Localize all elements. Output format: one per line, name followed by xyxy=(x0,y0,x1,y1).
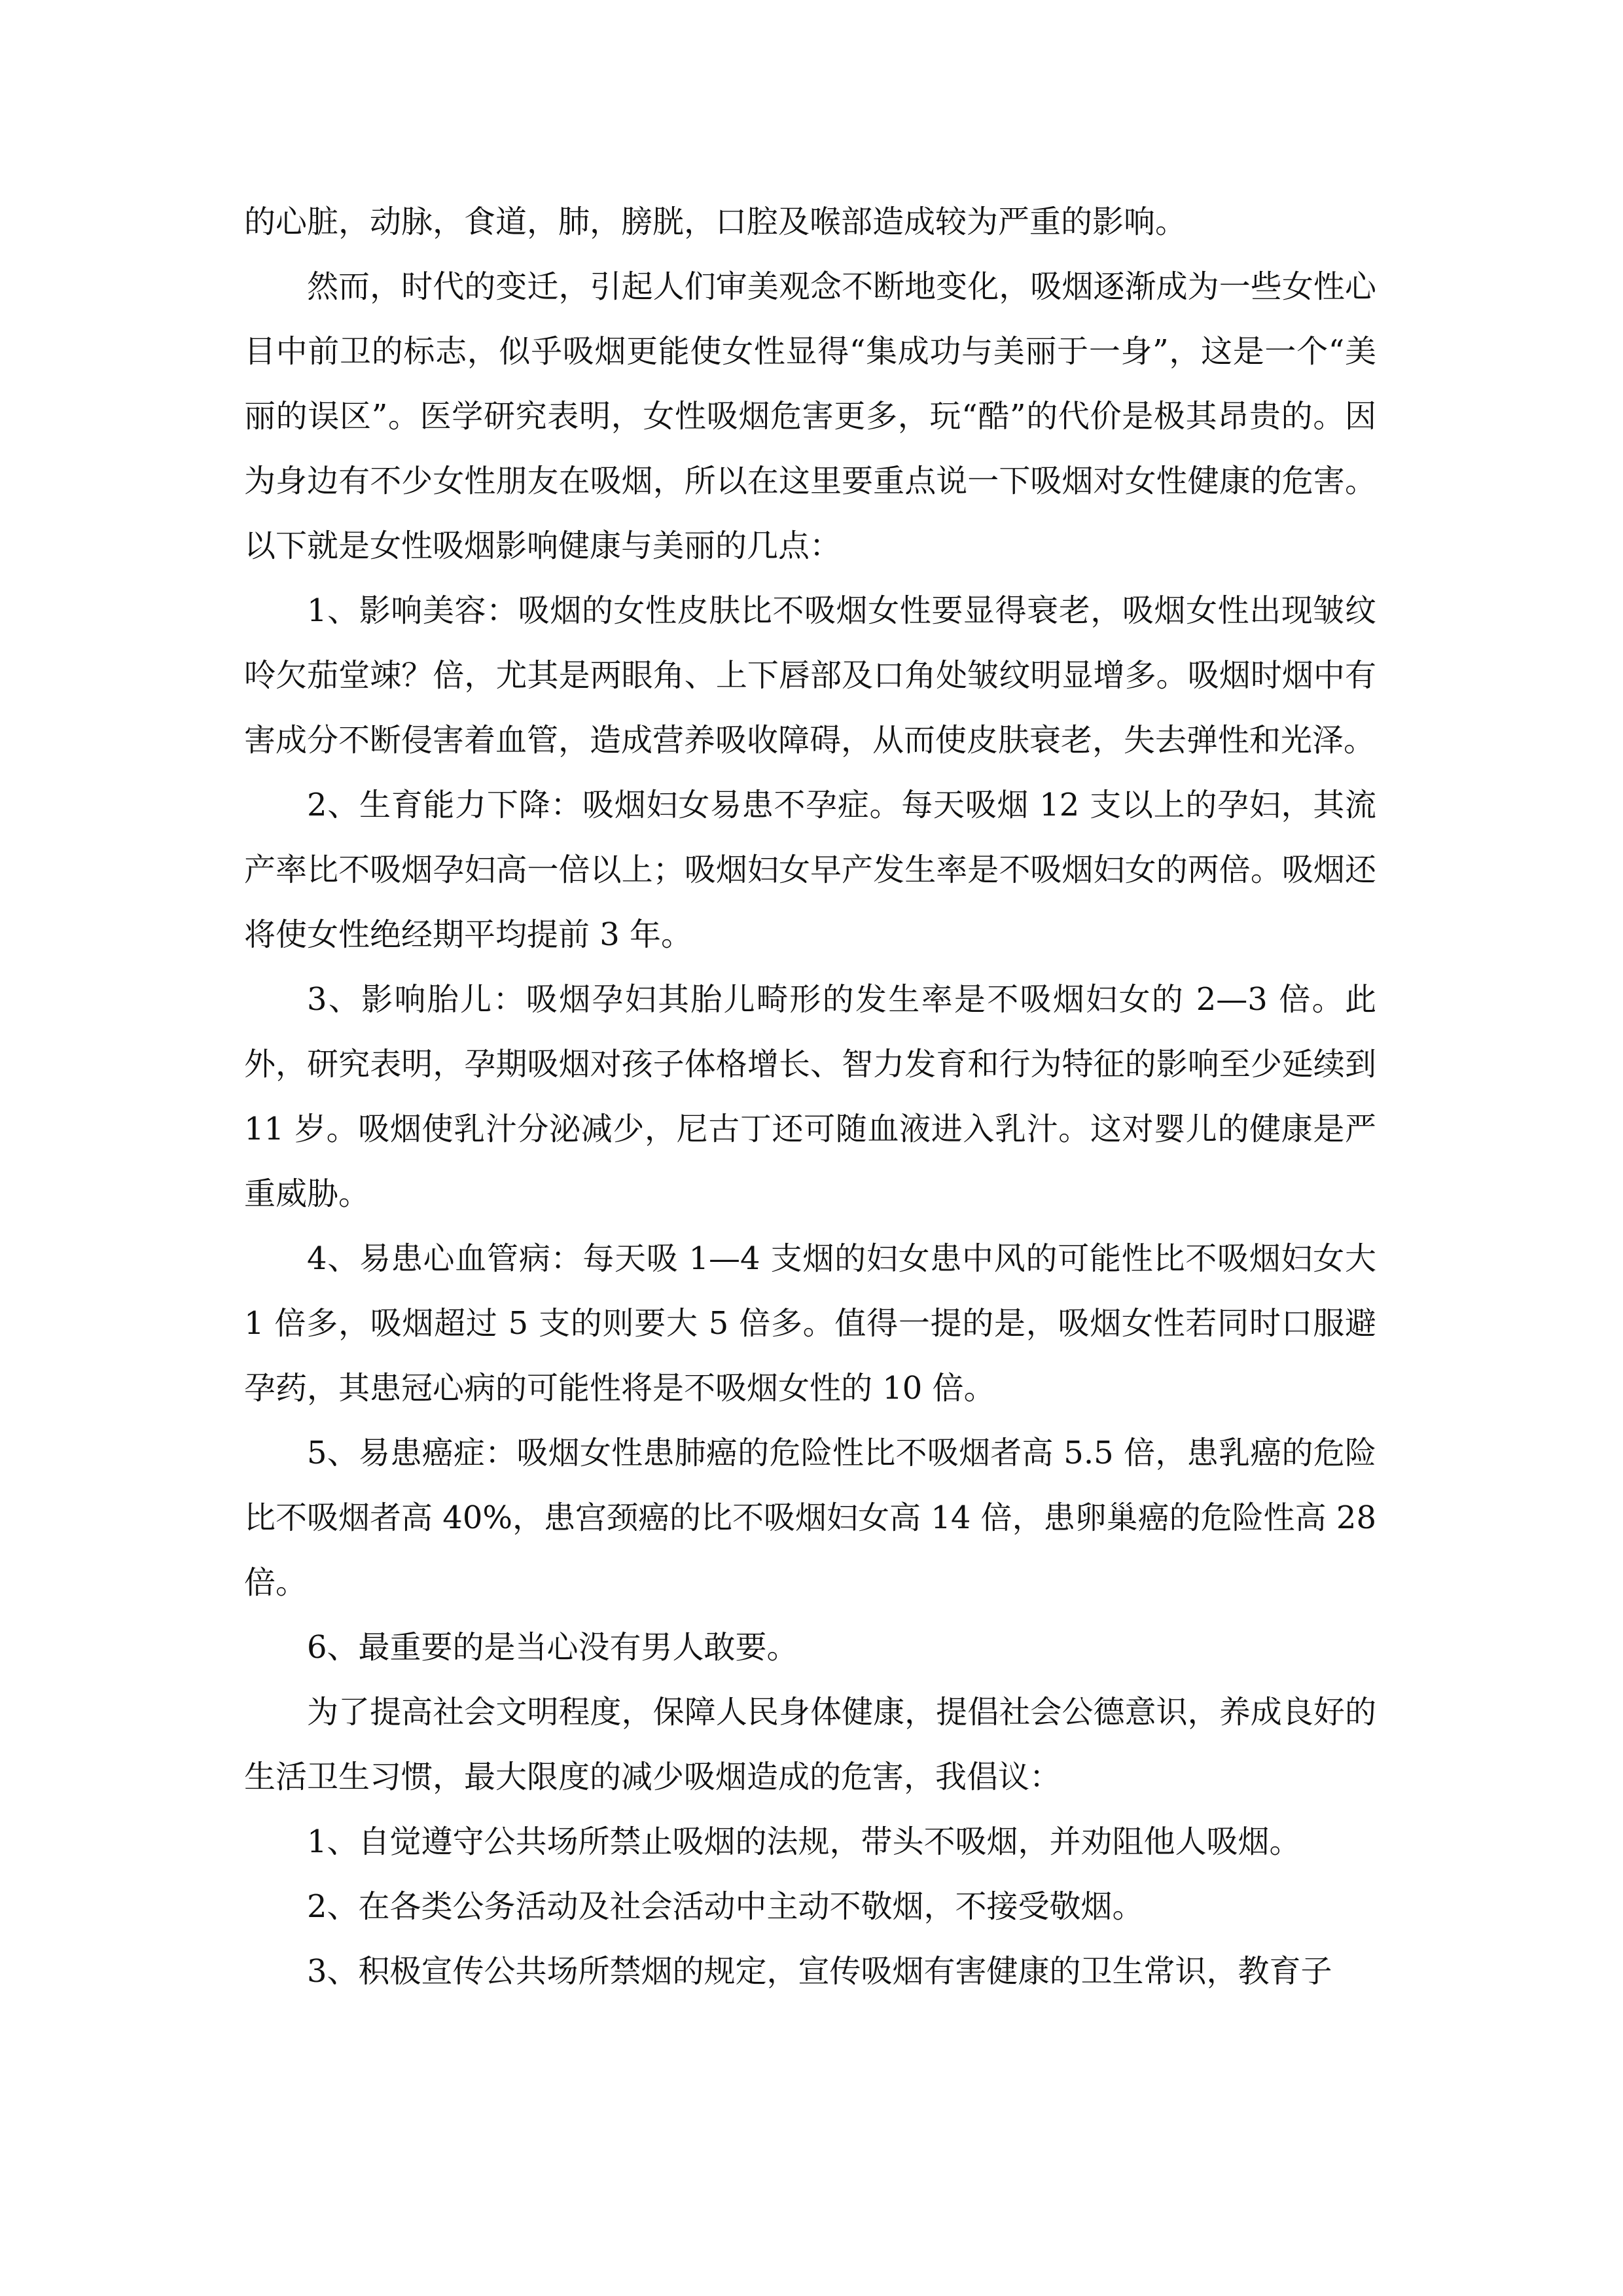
paragraph-point-5: 5、易患癌症：吸烟女性患肺癌的危险性比不吸烟者高 5.5 倍，患乳癌的危险比不吸烟者高 40%，患宫颈癌的比不吸烟妇女高 14 倍，患卵巢癌的危险性高 28 倍。 xyxy=(244,1435,1376,1601)
paragraph-proposal-2: 2、在各类公务活动及社会活动中主动不敬烟，不接受敬烟。 xyxy=(307,1888,1144,1925)
body-text xyxy=(244,190,1376,2004)
paragraph-point-3: 3、影响胎儿：吸烟孕妇其胎儿畸形的发生率是不吸烟妇女的 2—3 倍。此外，研究表明，孕期吸烟对孩子体格增长、智力发育和行为特征的影响至少延续到 11 岁。吸烟使乳汁分泌减少，尼古丁还可随血液进入乳汁。这对婴儿的健康是严重威胁。 xyxy=(244,981,1376,1212)
paragraph-point-6: 6、最重要的是当心没有男人敢要。 xyxy=(307,1629,798,1666)
paragraph-proposal-3: 3、积极宣传公共场所禁烟的规定，宣传吸烟有害健康的卫生常识，教育子 xyxy=(307,1953,1332,1990)
paragraph-intro: 然而，时代的变迁，引起人们审美观念不断地变化，吸烟逐渐成为一些女性心目中前卫的标志，似乎吸烟更能使女性显得“集成功与美丽于一身”，这是一个“美丽的误区”。医学研究表明，女性吸烟危害更多，玩“酷”的代价是极其昂贵的。因为身边有不少女性朋友在吸烟，所以在这里要重点说一下吸烟对女性健康的危害。以下就是女性吸烟影响健康与美丽的几点： xyxy=(244,268,1376,564)
paragraph-point-1: 1、影响美容：吸烟的女性皮肤比不吸烟女性要显得衰老，吸烟女性出现皱纹呤欠茄堂竦？倍，尤其是两眼角、上下唇部及口角处皱纹明显增多。吸烟时烟中有害成分不断侵害着血管，造成营养吸收障碍，从而使皮肤衰老，失去弹性和光泽。 xyxy=(244,592,1376,759)
paragraph-continuation: 的心脏，动脉，食道，肺，膀胱，口腔及喉部造成较为严重的影响。 xyxy=(244,204,1187,240)
paragraph-proposal-1: 1、自觉遵守公共场所禁止吸烟的法规，带头不吸烟，并劝阻他人吸烟。 xyxy=(307,1823,1301,1860)
paragraph-point-4: 4、易患心血管病：每天吸 1—4 支烟的妇女患中风的可能性比不吸烟妇女大 1 倍多，吸烟超过 5 支的则要大 5 倍多。值得一提的是，吸烟女性若同时口服避孕药，其患冠心病的可能性将是不吸烟女性的 10 倍。 xyxy=(244,1240,1376,1407)
paragraph-proposal-intro: 为了提高社会文明程度，保障人民身体健康，提倡社会公德意识，养成良好的生活卫生习惯，最大限度的减少吸烟造成的危害，我倡议： xyxy=(244,1694,1376,1795)
paragraph-point-2: 2、生育能力下降：吸烟妇女易患不孕症。每天吸烟 12 支以上的孕妇，其流产率比不吸烟孕妇高一倍以上；吸烟妇女早产发生率是不吸烟妇女的两倍。吸烟还将使女性绝经期平均提前 3 年。 xyxy=(244,787,1376,953)
